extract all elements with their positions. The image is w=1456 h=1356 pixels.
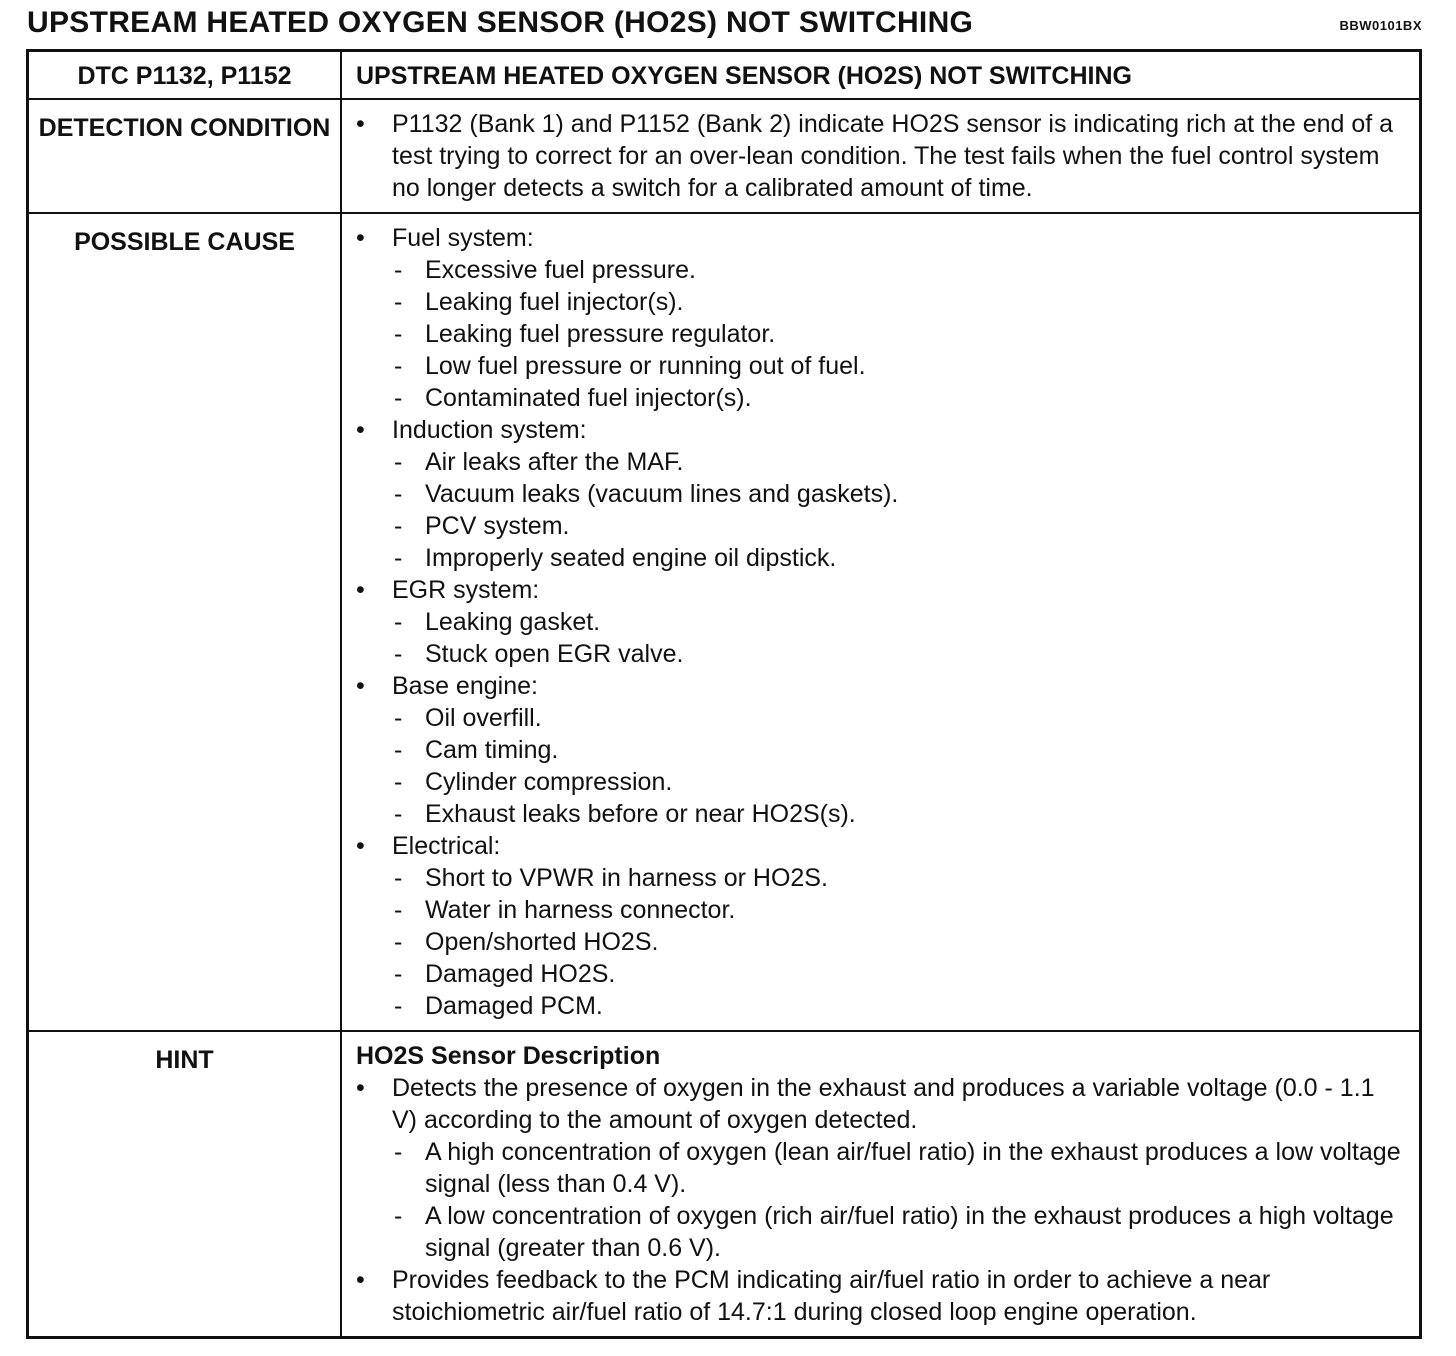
sub-list-item: - Leaking fuel pressure regulator. (392, 318, 1401, 350)
sub-list-item: - Low fuel pressure or running out of fuel. (392, 350, 1401, 382)
hint-list (356, 1072, 1401, 1328)
sub-list-item: - Open/shorted HO2S. (392, 926, 1401, 958)
possible-cause-label: POSSIBLE CAUSE (28, 213, 342, 1031)
sub-list-item: - Contaminated fuel injector(s). (392, 382, 1401, 414)
table-header-row (28, 51, 1421, 100)
sub-list (392, 606, 1401, 670)
detection-condition-label: DETECTION CONDITION (28, 99, 342, 213)
sub-list-item: - Damaged HO2S. (392, 958, 1401, 990)
sub-list-item: - Cam timing. (392, 734, 1401, 766)
hint-cell (341, 1031, 1421, 1338)
sub-list-item: - Improperly seated engine oil dipstick. (392, 542, 1401, 574)
sub-list-item: - PCV system. (392, 510, 1401, 542)
possible-cause-list (356, 222, 1401, 1022)
bullet-text: Induction system: (392, 416, 587, 444)
sub-list (392, 446, 1401, 574)
bullet-text: EGR system: (392, 576, 540, 604)
sub-list (392, 862, 1401, 1022)
hint-label: HINT (28, 1031, 342, 1338)
page-title: UPSTREAM HEATED OXYGEN SENSOR (HO2S) NOT SWITCHING (27, 6, 974, 39)
bullet-text: Electrical: (392, 832, 501, 860)
bullet-item (356, 1264, 1401, 1328)
sub-list-item: - Stuck open EGR valve. (392, 638, 1401, 670)
possible-cause-row (28, 213, 1421, 1031)
bullet-text: Fuel system: (392, 224, 534, 252)
sub-list-item: - Short to VPWR in harness or HO2S. (392, 862, 1401, 894)
bullet-item (356, 670, 1401, 830)
bullet-text: Provides feedback to the PCM indicating air/fuel ratio in order to achieve a near stoichiometric air/fuel ratio of 14.7:1 during closed loop engine operation. (392, 1266, 1271, 1326)
sub-list-item: - A low concentration of oxygen (rich air/fuel ratio) in the exhaust produces a high voltage signal (greater than 0.6 V). (392, 1200, 1401, 1264)
sub-list-item: - Oil overfill. (392, 702, 1401, 734)
bullet-item (356, 574, 1401, 670)
bullet-item (356, 830, 1401, 1022)
sub-list (392, 702, 1401, 830)
dtc-description-cell: UPSTREAM HEATED OXYGEN SENSOR (HO2S) NOT SWITCHING (341, 51, 1421, 100)
bullet-text: Detects the presence of oxygen in the exhaust and produces a variable voltage (0.0 - 1.1 V) according to the amount of oxygen detected. (392, 1074, 1375, 1134)
sub-list-item: - Cylinder compression. (392, 766, 1401, 798)
hint-title: HO2S Sensor Description (356, 1042, 661, 1070)
sub-list-item: - Air leaks after the MAF. (392, 446, 1401, 478)
hint-row (28, 1031, 1421, 1338)
detection-condition-text: • P1132 (Bank 1) and P1152 (Bank 2) indicate HO2S sensor is indicating rich at the end of a test trying to correct for an over-lean condition. The test fails when the fuel control system no longer detects a switch for a calibrated amount of time. (356, 108, 1401, 204)
bullet-item (356, 414, 1401, 574)
bullet-item (356, 1072, 1401, 1264)
possible-cause-cell (341, 213, 1421, 1031)
sub-list-item: - Damaged PCM. (392, 990, 1401, 1022)
sub-list-item: - Excessive fuel pressure. (392, 254, 1401, 286)
sub-list (392, 1136, 1401, 1264)
dtc-code-cell: DTC P1132, P1152 (28, 51, 342, 100)
dtc-table (26, 49, 1422, 1339)
sub-list-item: - Exhaust leaks before or near HO2S(s). (392, 798, 1401, 830)
bullet-item (356, 222, 1401, 414)
sub-list-item: - Leaking fuel injector(s). (392, 286, 1401, 318)
sub-list-item: - A high concentration of oxygen (lean air/fuel ratio) in the exhaust produces a low voltage signal (less than 0.4 V). (392, 1136, 1401, 1200)
sub-list-item: - Water in harness connector. (392, 894, 1401, 926)
detection-condition-row (28, 99, 1421, 213)
sub-list (392, 254, 1401, 414)
detection-condition-cell (341, 99, 1421, 213)
sub-list-item: - Leaking gasket. (392, 606, 1401, 638)
bullet-text: Base engine: (392, 672, 538, 700)
sub-list-item: - Vacuum leaks (vacuum lines and gaskets). (392, 478, 1401, 510)
document-code: BBW0101BX (1339, 18, 1422, 33)
